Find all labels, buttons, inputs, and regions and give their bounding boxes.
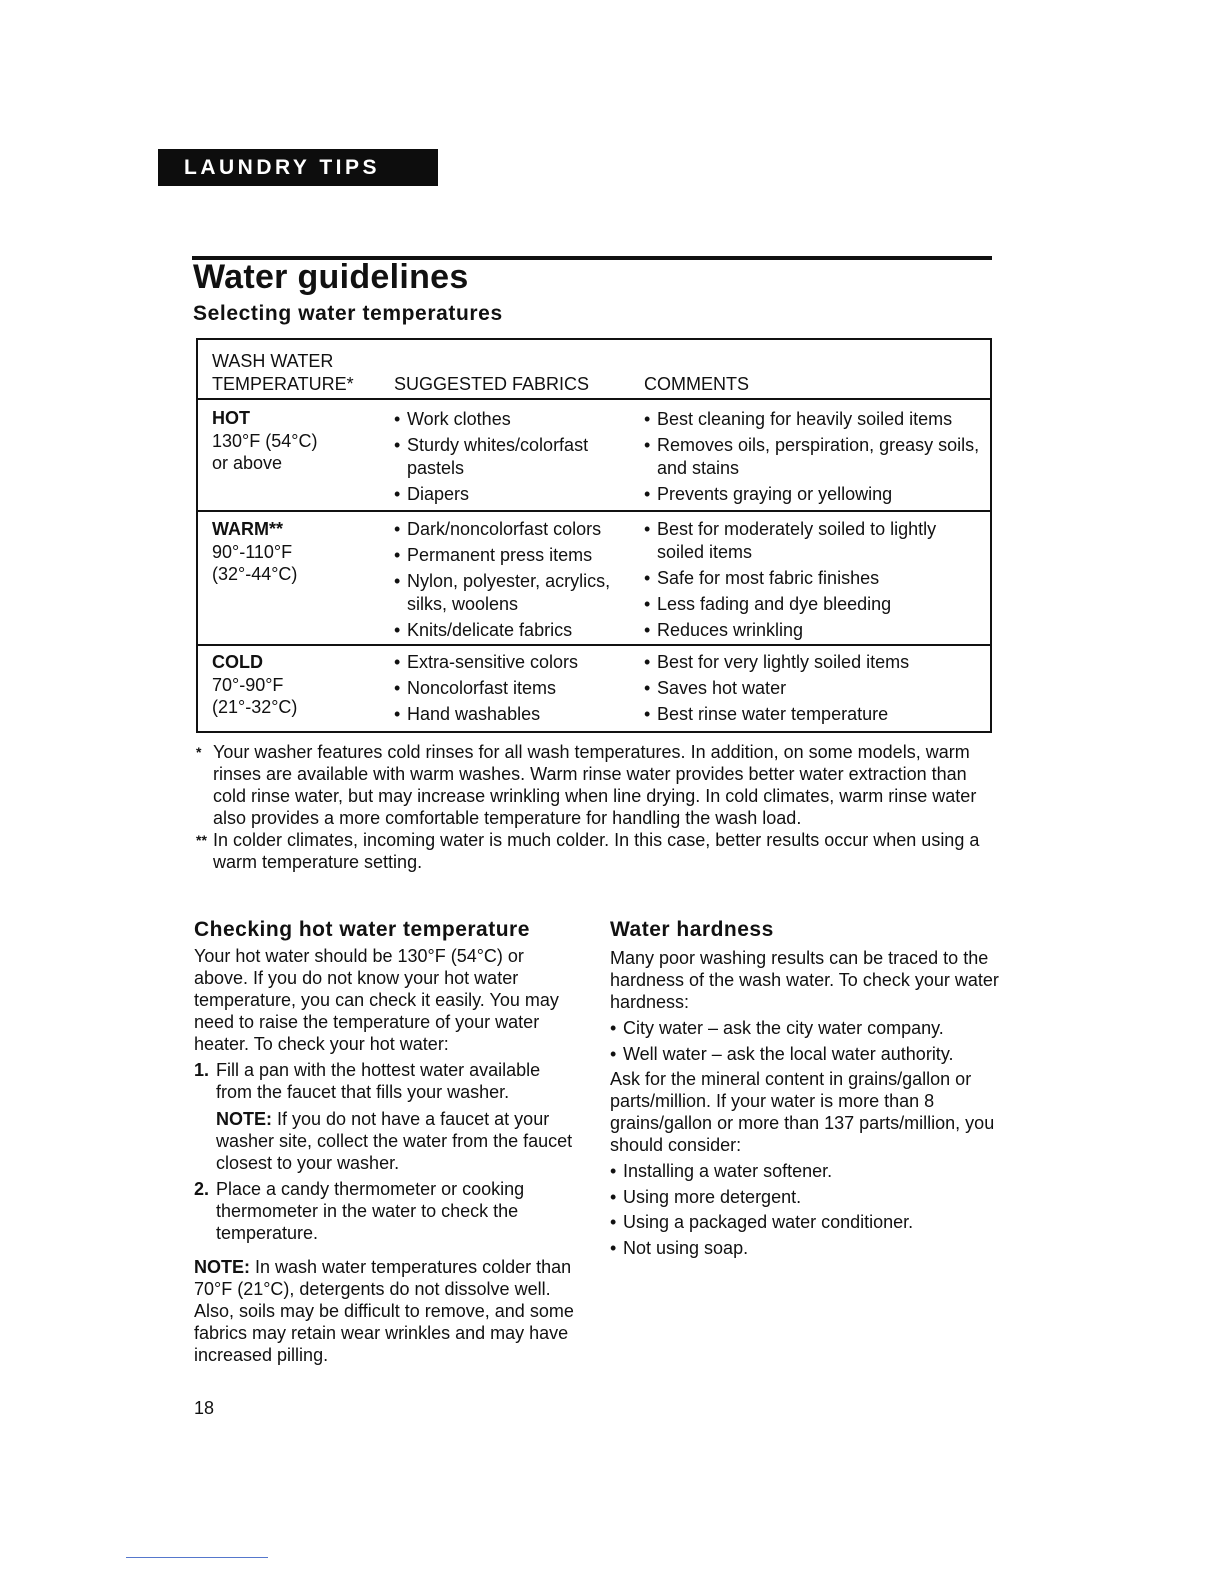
list-item: • Sturdy whites/colorfast pastels <box>394 434 634 479</box>
list-item: • Diapers <box>394 483 634 506</box>
col-header-temperature <box>212 350 392 395</box>
page-subtitle: Selecting water temperatures <box>193 302 503 325</box>
section-tab: LAUNDRY TIPS <box>158 149 438 186</box>
list-item: • Knits/delicate fabrics <box>394 619 634 642</box>
checking-intro: Your hot water should be 130°F (54°C) or above. If you do not know your hot water temperature, you can check it easily. You may need to raise the temperature of your water heater. To check your hot water: <box>194 946 559 1054</box>
footnote-marker: ** <box>196 832 207 848</box>
row-cold-fabrics <box>394 651 634 729</box>
temp-name: WARM** <box>212 519 283 539</box>
checking-steps <box>194 1059 579 1244</box>
row-hot-comments <box>644 408 984 509</box>
row-warm-temperature <box>212 518 382 586</box>
note-label: NOTE: <box>216 1109 272 1129</box>
list-item: • Less fading and dye bleeding <box>644 593 984 616</box>
note-label: NOTE: <box>194 1257 250 1277</box>
step-text: Fill a pan with the hottest water available from the faucet that fills your washer. <box>216 1060 541 1102</box>
step-item <box>194 1178 579 1244</box>
list-item: • Best cleaning for heavily soiled items <box>644 408 984 431</box>
list-item: • Removes oils, perspiration, greasy soils, and stains <box>644 434 984 479</box>
list-item: • Not using soap. <box>610 1237 1000 1259</box>
checking-section <box>194 918 579 1366</box>
table-divider <box>198 644 990 646</box>
list-item: • Best for moderately soiled to lightly soiled items <box>644 518 984 563</box>
footnotes <box>196 741 986 873</box>
list-item: • Best for very lightly soiled items <box>644 651 984 674</box>
hardness-intro: Many poor washing results can be traced to the hardness of the wash water. To check your water hardness: <box>610 948 999 1012</box>
footnote-text: In colder climates, incoming water is much colder. In this case, better results occur when using a warm temperature setting. <box>213 830 980 872</box>
col-header-temp-line1: WASH WATER <box>212 351 334 371</box>
step-note <box>216 1108 579 1174</box>
row-warm-fabrics <box>394 518 634 645</box>
bottom-link-underline[interactable] <box>126 1557 268 1558</box>
col-header-fabrics: SUGGESTED FABRICS <box>394 374 590 394</box>
list-item: • Noncolorfast items <box>394 677 634 700</box>
row-warm-comments <box>644 518 984 645</box>
hardness-section <box>610 918 1000 1262</box>
list-item: • Using a packaged water conditioner. <box>610 1211 1000 1233</box>
hardness-check-list <box>610 1017 1000 1065</box>
temp-range-f: 130°F (54°C) <box>212 430 318 451</box>
temp-name: HOT <box>212 408 250 428</box>
footnote-1 <box>196 741 986 829</box>
temp-range-f: 90°-110°F <box>212 541 293 562</box>
checking-note <box>194 1256 579 1366</box>
col-header-temp-line2: TEMPERATURE* <box>212 373 354 394</box>
list-item: • Hand washables <box>394 703 634 726</box>
hardness-mid: Ask for the mineral content in grains/gallon or parts/million. If your water is more than 8 grains/gallon or more than 137 parts/million, you should consider: <box>610 1069 995 1155</box>
list-item: • Permanent press items <box>394 544 634 567</box>
table-divider <box>198 510 990 512</box>
step-number: 2. <box>194 1179 210 1199</box>
note-text: If you do not have a faucet at your washer site, collect the water from the faucet closest to your washer. <box>216 1109 573 1173</box>
row-cold-comments <box>644 651 984 729</box>
list-item: • Dark/noncolorfast colors <box>394 518 634 541</box>
note-text: In wash water temperatures colder than 70°F (21°C), detergents do not dissolve well. Also, soils may be difficult to remove, and some fabrics may retain wear wrinkles and may have increased pilling. <box>194 1257 574 1365</box>
temp-range-c: (32°-44°C) <box>212 564 298 584</box>
list-item: • City water – ask the city water company. <box>610 1017 1000 1039</box>
page-title: Water guidelines <box>193 258 469 296</box>
list-item: • Reduces wrinkling <box>644 619 984 642</box>
footnote-2 <box>196 829 986 873</box>
list-item: • Using more detergent. <box>610 1186 1000 1208</box>
step-number: 1. <box>194 1060 210 1080</box>
list-item: • Work clothes <box>394 408 634 431</box>
col-header-comments: COMMENTS <box>644 374 749 394</box>
temperature-table <box>196 338 992 733</box>
checking-heading: Checking hot water temperature <box>194 918 530 941</box>
temp-name: COLD <box>212 652 263 672</box>
step-text: Place a candy thermometer or cooking thermometer in the water to check the temperature. <box>216 1179 525 1243</box>
list-item: • Installing a water softener. <box>610 1160 1000 1182</box>
temp-range-c: (21°-32°C) <box>212 697 298 717</box>
temp-range-f: 70°-90°F <box>212 674 284 695</box>
row-hot-temperature <box>212 407 382 475</box>
list-item: • Prevents graying or yellowing <box>644 483 984 506</box>
step-item <box>194 1059 579 1174</box>
list-item: • Best rinse water temperature <box>644 703 984 726</box>
list-item: • Saves hot water <box>644 677 984 700</box>
hardness-heading: Water hardness <box>610 918 774 941</box>
hardness-consider-list <box>610 1160 1000 1259</box>
page-number: 18 <box>194 1398 215 1418</box>
table-divider <box>198 398 990 400</box>
list-item: • Nylon, polyester, acrylics, silks, woolens <box>394 570 634 615</box>
footnote-marker: * <box>196 744 202 760</box>
row-cold-temperature <box>212 651 382 719</box>
footnote-text: Your washer features cold rinses for all wash temperatures. In addition, on some models, warm rinses are available with warm washes. Warm rinse water provides better water extraction than cold rinse water, but may increase wrinkling when line drying. In cold climates, warm rinse water also provides a more comfortable temperature for handling the wash load. <box>213 742 977 828</box>
list-item: • Extra-sensitive colors <box>394 651 634 674</box>
list-item: • Well water – ask the local water authority. <box>610 1043 1000 1065</box>
row-hot-fabrics <box>394 408 634 509</box>
list-item: • Safe for most fabric finishes <box>644 567 984 590</box>
temp-range-c: or above <box>212 453 283 473</box>
